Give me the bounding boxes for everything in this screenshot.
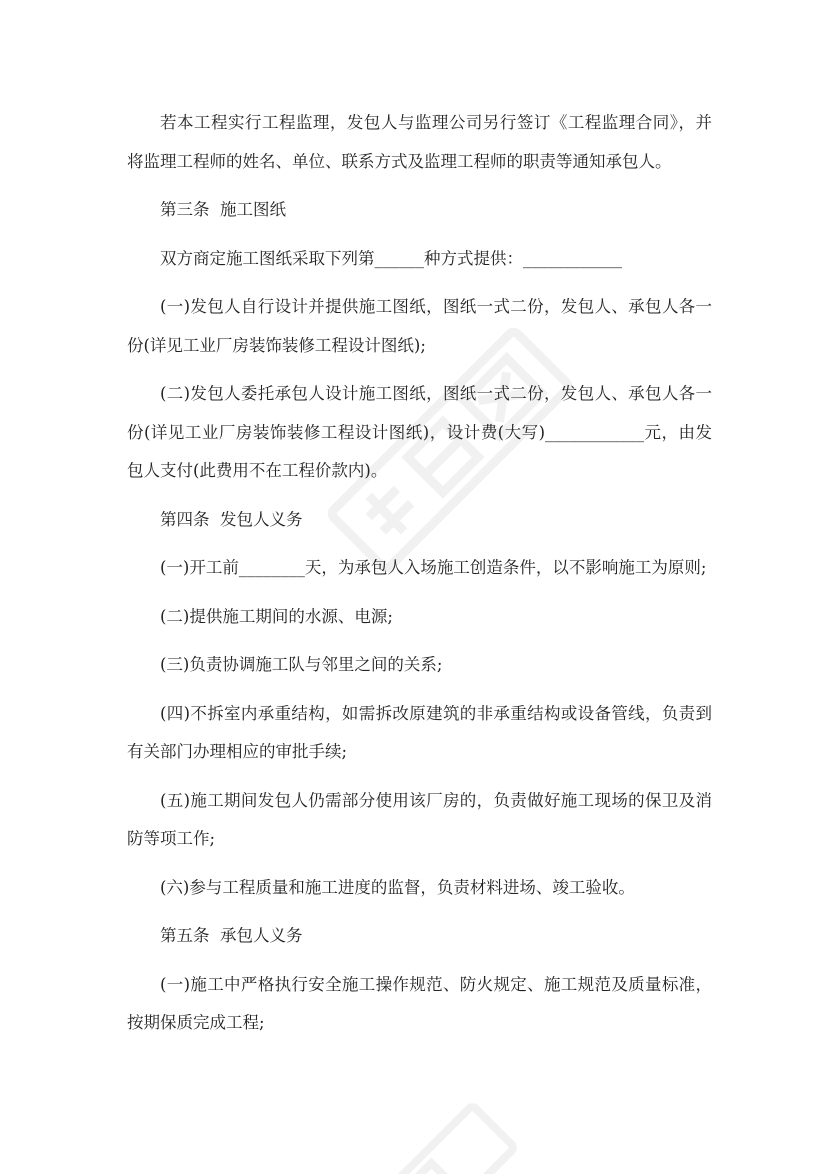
paragraph: (一)开工前________天，为承包人入场施工创造条件，以不影响施工为原则; — [160, 558, 707, 577]
section-heading: 第三条 施工图纸 — [160, 200, 286, 219]
paragraph: (四)不拆室内承重结构，如需拆改原建筑的非承重结构或设备管线，负责到有关部门办理相应的审批手续; — [127, 703, 712, 761]
document-body — [127, 104, 712, 1053]
paragraph: (一)发包人自行设计并提供施工图纸，图纸一式二份，发包人、承包人各一份(详见工业厂房装饰装修工程设计图纸); — [127, 297, 712, 355]
paragraph: (三)负责协调施工队与邻里之间的关系; — [160, 655, 443, 674]
paragraph: 双方商定施工图纸采取下列第______种方式提供：____________ — [160, 248, 622, 268]
section-heading: 第四条 发包人义务 — [160, 509, 303, 529]
paragraph: (五)施工期间发包人仍需部分使用该厂房的，负责做好施工现场的保卫及消防等项工作; — [127, 790, 712, 848]
watermark-logo-bottom — [330, 1090, 530, 1174]
paragraph: (六)参与工程质量和施工进度的监督，负责材料进场、竣工验收。 — [160, 877, 635, 897]
paragraph: 若本工程实行工程监理，发包人与监理公司另行签订《工程监理合同》，并将监理工程师的姓名、单位、联系方式及监理工程师的职责等通知承包人。 — [127, 113, 712, 171]
paragraph: (二)发包人委托承包人设计施工图纸，图纸一式二份，发包人、承包人各一份(详见工业厂房装饰装修工程设计图纸)，设计费(大写)____________元，由发包人支付(此费用不在工程价款内)。 — [127, 384, 712, 480]
paragraph: (二)提供施工期间的水源、电源; — [160, 606, 393, 626]
paragraph: (一)施工中严格执行安全施工操作规范、防火规定、施工规范及质量标准，按期保质完成工程; — [127, 974, 712, 1032]
section-heading: 第五条 承包人义务 — [160, 926, 303, 945]
